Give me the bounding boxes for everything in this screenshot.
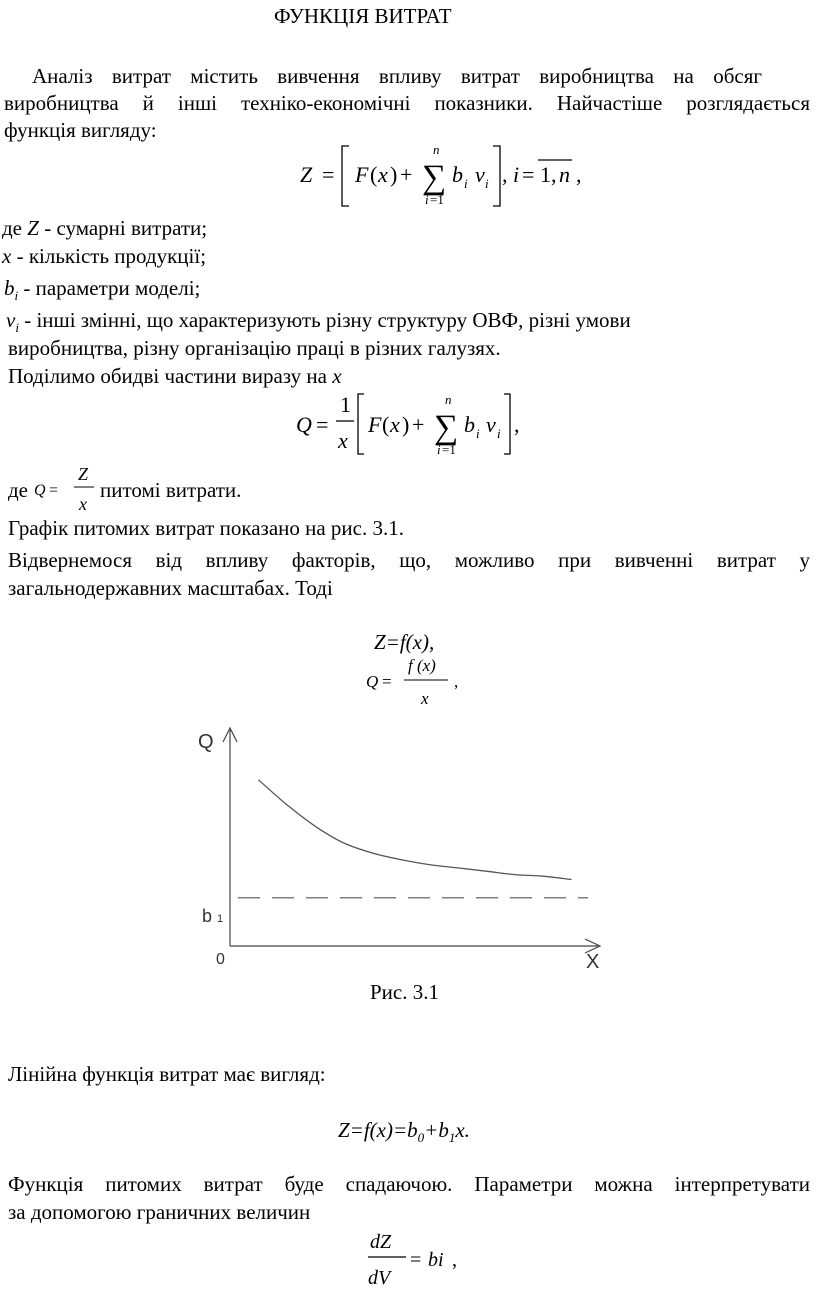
graph-reference: Графік питомих витрат показано на рис. 3.1. xyxy=(8,516,404,540)
qdef-q: Q xyxy=(34,482,46,499)
intro-line-2: виробництва й інші техніко-економічні показники. Найчастіше розглядається xyxy=(4,91,810,115)
f1-tail: , xyxy=(576,162,582,187)
f1-vi: i xyxy=(485,176,489,191)
f2-x: x xyxy=(389,412,400,437)
f2-q: Q xyxy=(296,412,312,437)
q-def-text: питомі витрати. xyxy=(100,478,241,502)
specific-cost-chart xyxy=(190,720,620,975)
b1-label-sub: 1 xyxy=(217,913,223,925)
f2-i: i xyxy=(437,442,441,457)
f1-eq: = xyxy=(322,162,334,187)
formula-z-fx: Z=f(x), xyxy=(374,630,434,654)
f2-b: b xyxy=(464,412,475,437)
def-z-prefix: де xyxy=(2,216,27,240)
f4-eq: = xyxy=(382,672,392,691)
f2-F: F xyxy=(367,412,382,437)
f2-den: x xyxy=(337,428,348,453)
closing-line-2: за допомогою граничних величин xyxy=(8,1200,310,1224)
f2-eq: = xyxy=(316,412,328,437)
f4-den: x xyxy=(420,689,429,708)
f2-bracket-right xyxy=(504,394,510,454)
formula-q-fx xyxy=(366,654,466,710)
f1-b: b xyxy=(452,162,463,187)
b1-label: b xyxy=(202,906,212,926)
def-z xyxy=(2,216,207,240)
divide-line xyxy=(8,364,342,388)
formula-z xyxy=(300,140,600,215)
qdef-eq: = xyxy=(49,482,58,499)
f2-tail: , xyxy=(514,412,520,437)
linear-sub0: 0 xyxy=(418,1130,425,1145)
divide-text: Поділимо обидві частини виразу на xyxy=(8,364,332,388)
f5-den: dV xyxy=(368,1267,393,1289)
def-v-sub: i xyxy=(15,320,19,335)
divide-sym: x xyxy=(332,364,341,388)
f2-num: 1 xyxy=(340,392,351,417)
linear-a: Z=f(x)=b xyxy=(338,1118,418,1142)
f2-plus: + xyxy=(412,412,424,437)
def-b-sub: i xyxy=(15,288,19,303)
qdef-num: Z xyxy=(78,464,89,484)
intro-line-3: функція вигляду: xyxy=(4,118,157,142)
f1-eq2: = xyxy=(522,162,534,187)
def-z-sym: Z xyxy=(27,216,39,240)
linear-sub1: 1 xyxy=(449,1130,456,1145)
f1-range-n: n xyxy=(559,162,570,187)
f1-bracket-right xyxy=(493,146,500,206)
abstract-line-1: Відвернемося від впливу факторів, що, можливо при вивченні витрат у xyxy=(8,548,810,572)
figure-3-1 xyxy=(190,720,620,975)
def-b xyxy=(4,276,200,308)
f1-sum: ∑ xyxy=(422,159,446,196)
closing-line-1: Функція питомих витрат буде спадаючою. Параметри можна інтерпретувати xyxy=(8,1172,810,1196)
figure-caption: Рис. 3.1 xyxy=(370,980,439,1004)
def-x-sym: x xyxy=(2,244,11,268)
svg-text:(: ( xyxy=(370,162,377,187)
f2-one: =1 xyxy=(442,442,456,457)
linear-intro: Лінійна функція витрат має вигляд: xyxy=(8,1062,326,1086)
svg-text:): ) xyxy=(402,412,409,437)
def-x xyxy=(2,244,206,268)
def-v-sym: v xyxy=(6,308,15,332)
f2-bi: i xyxy=(476,426,480,441)
f2-v: v xyxy=(486,412,496,437)
formula-q xyxy=(296,388,536,460)
def-b-sym: b xyxy=(4,276,15,300)
formula-dz-dv xyxy=(368,1226,478,1290)
f1-one: =1 xyxy=(430,192,444,207)
f1-n: n xyxy=(433,142,440,157)
f1-v: v xyxy=(475,162,485,187)
f5-num: dZ xyxy=(370,1231,392,1253)
f2-vi: i xyxy=(497,426,501,441)
def-x-text: - кількість продукції; xyxy=(11,244,206,268)
f1-F: F xyxy=(354,162,369,187)
def-v-line-2: виробництва, різну організацію праці в різних галузях. xyxy=(8,336,501,360)
f1-i: i xyxy=(425,192,429,207)
page-title: ФУНКЦІЯ ВИТРАТ xyxy=(274,4,452,28)
f2-sum: ∑ xyxy=(434,409,458,446)
f4-q: Q xyxy=(366,672,378,691)
def-v-text: - інші змінні, що характеризують різну структуру ОВФ, різні умови xyxy=(19,308,631,332)
f1-x: x xyxy=(377,162,388,187)
x-axis-label: X xyxy=(586,951,599,973)
linear-formula xyxy=(338,1118,470,1150)
f2-bracket-left xyxy=(358,394,364,454)
f4-tail: , xyxy=(454,672,458,691)
svg-text:): ) xyxy=(390,162,397,187)
f5-rhs: bi xyxy=(428,1249,444,1271)
linear-b: +b xyxy=(424,1118,449,1142)
f5-tail: , xyxy=(452,1249,457,1271)
f1-plus: + xyxy=(400,162,412,187)
f4-num: f (x) xyxy=(408,656,436,675)
intro-line-1: Аналіз витрат містить вивчення впливу витрат виробництва на обсяг xyxy=(32,64,762,88)
f5-eq: = xyxy=(410,1249,421,1271)
linear-c: x. xyxy=(455,1118,470,1142)
def-b-text: - параметри моделі; xyxy=(18,276,200,300)
f1-z: Z xyxy=(300,162,313,187)
origin-label: 0 xyxy=(216,951,225,968)
f1-bracket-left xyxy=(342,146,349,206)
q-def-prefix: де xyxy=(8,478,28,502)
y-axis-label: Q xyxy=(198,731,214,753)
specific-cost-curve xyxy=(259,780,572,880)
svg-text:(: ( xyxy=(382,412,389,437)
f1-range1: 1, xyxy=(540,162,557,187)
qdef-den: x xyxy=(78,494,87,514)
f2-n: n xyxy=(445,392,452,407)
def-z-text: - сумарні витрати; xyxy=(39,216,207,240)
f1-comma-i: , i xyxy=(502,162,519,187)
f1-bi: i xyxy=(464,176,468,191)
abstract-line-2: загальнодержавних масштабах. Тоді xyxy=(8,576,333,600)
q-def-formula xyxy=(34,462,104,518)
